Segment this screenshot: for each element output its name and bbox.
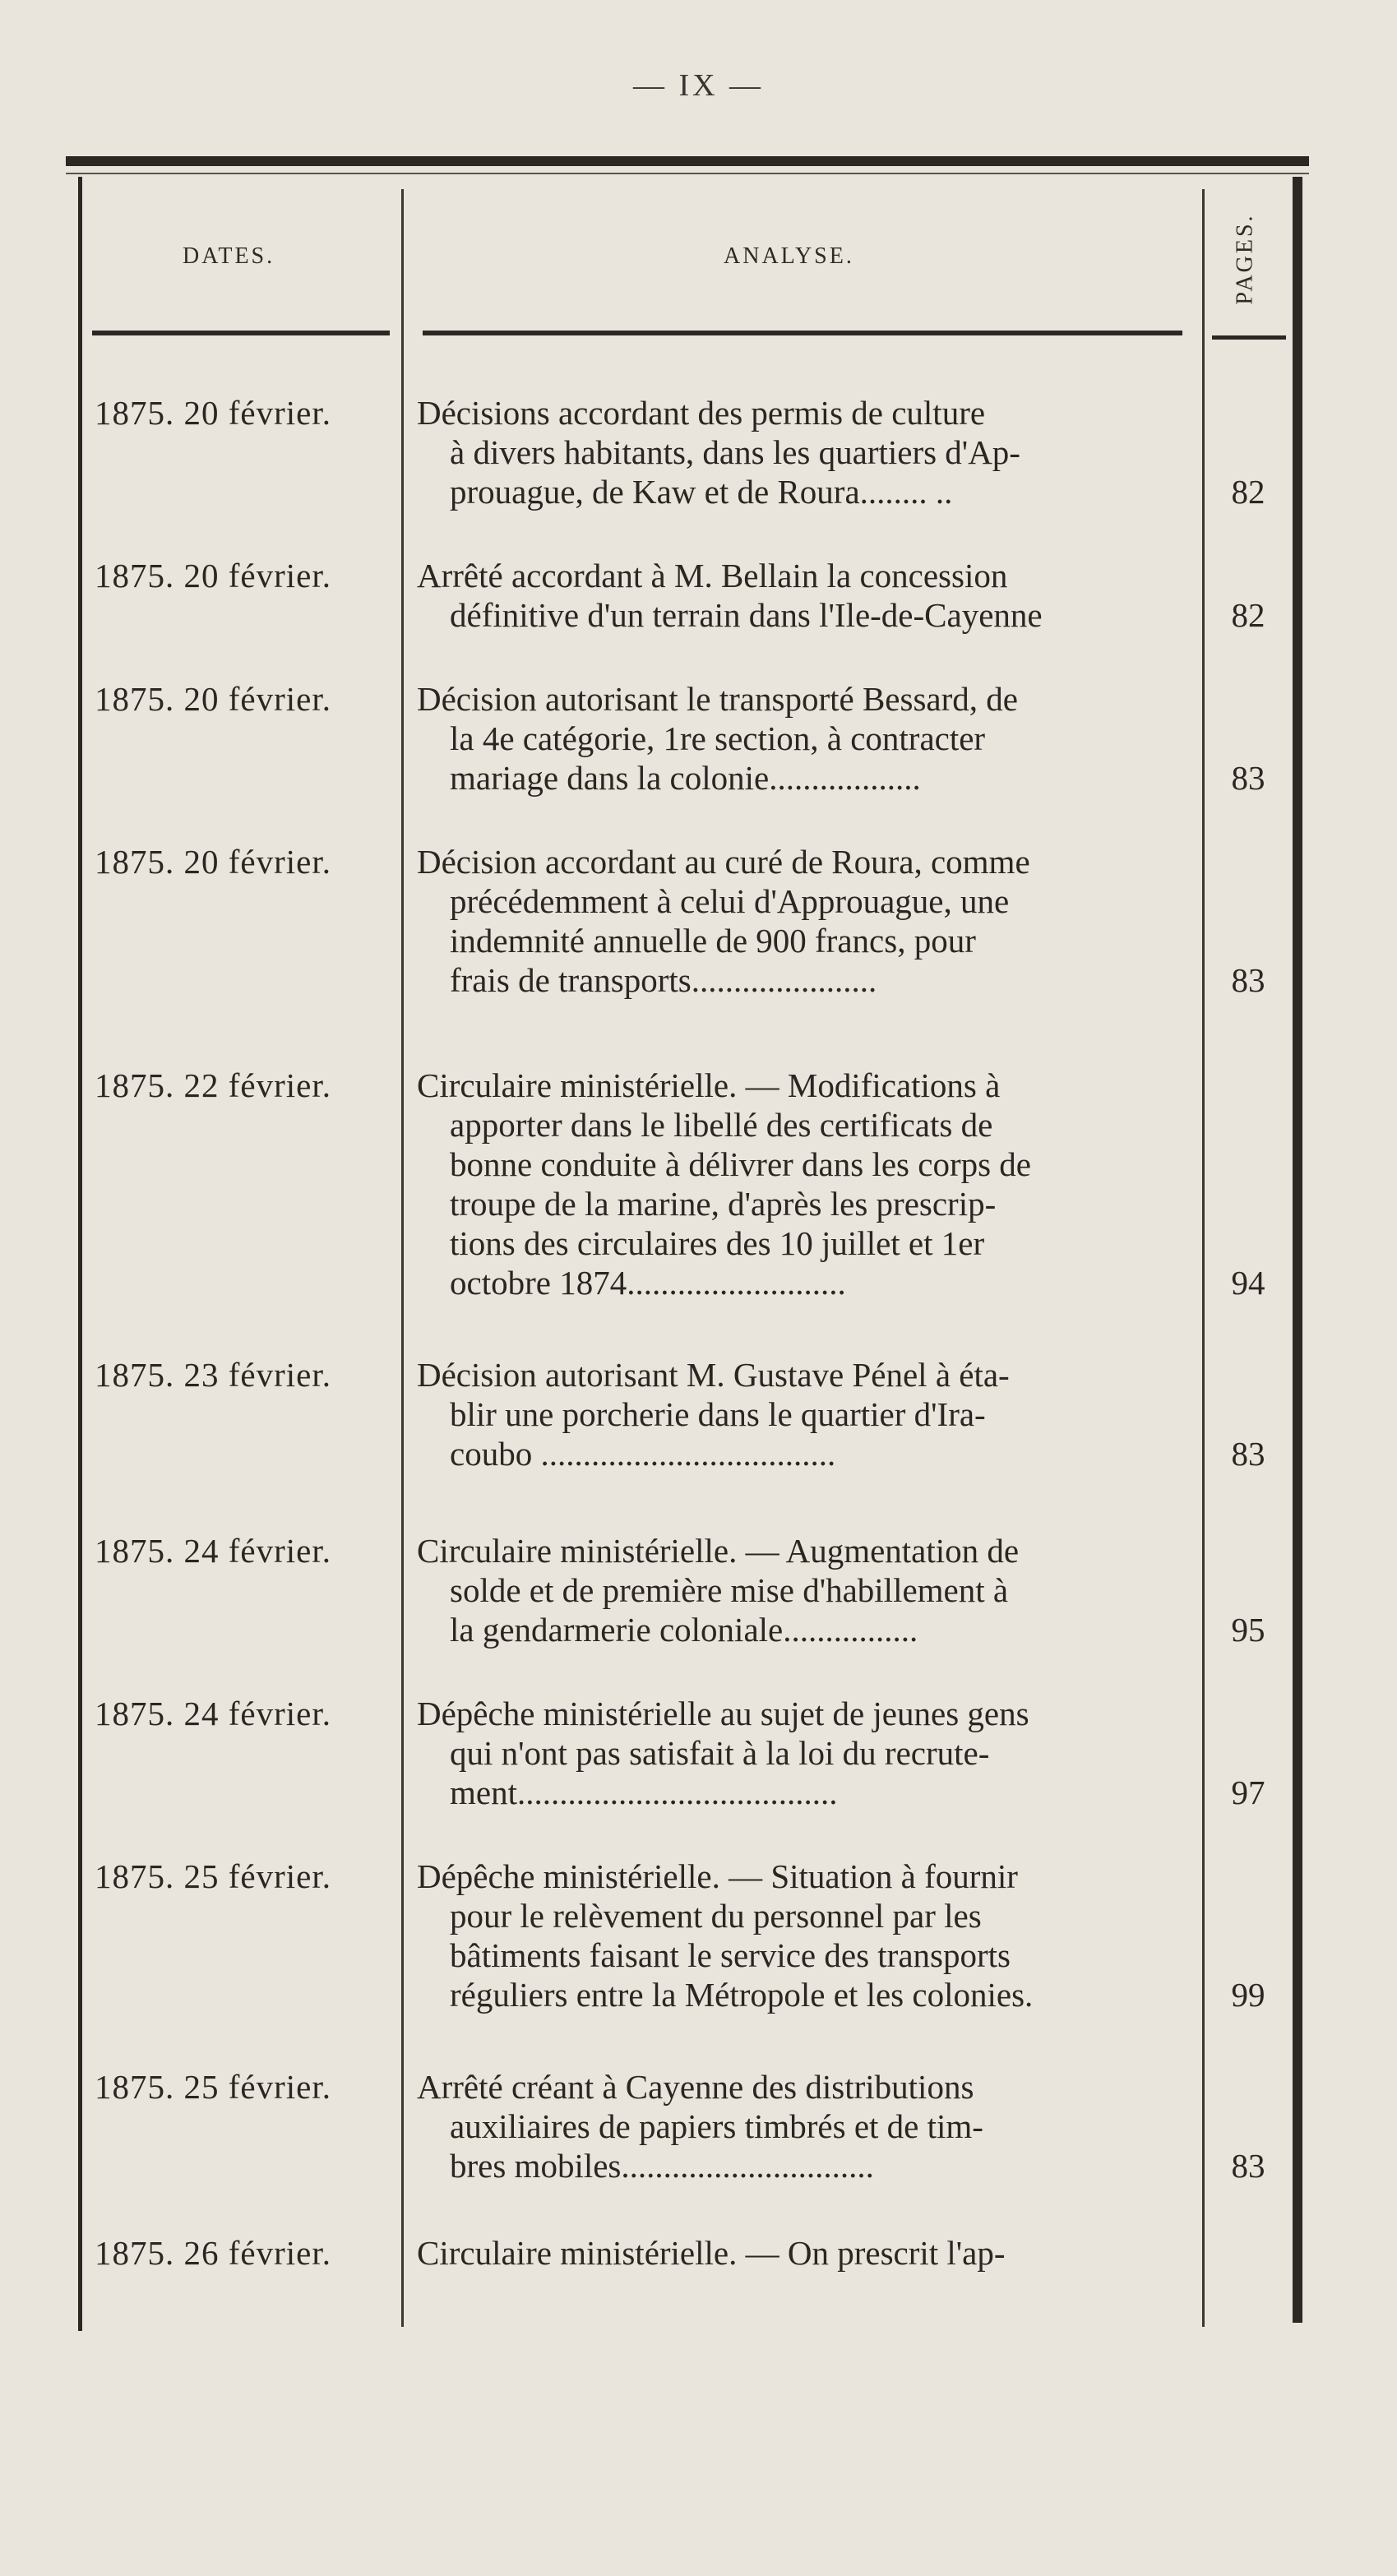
entry-analysis [417,2067,1195,2185]
entry-analysis-line: pour le relèvement du personnel par les [450,1897,982,1935]
entry-date: 1875. 20 février. [95,680,331,718]
entry-page-number: 94 [1231,1264,1265,1302]
entry-analysis-line: solde et de première mise d'habillement à [450,1571,1009,1609]
entry-analysis-line: réguliers entre la Métropole et les colonies. [450,1976,1034,2014]
column-divider-pages [1202,189,1205,2327]
entry-page-number: 83 [1231,961,1265,999]
entry-date: 1875. 20 février. [95,843,331,881]
entry-analysis-line: Circulaire ministérielle. — On prescrit l'ap- [417,2234,1006,2272]
entry-analysis [417,556,1195,635]
entry-analysis-line: précédemment à celui d'Approuague, une [450,882,1010,920]
entry-page-number: 83 [1231,2147,1265,2185]
entry-analysis-line: ment...................................... [450,1774,838,1811]
entry-page-number: 82 [1231,473,1265,511]
entry-analysis-line: Décision autorisant M. Gustave Pénel à éta- [417,1356,1010,1394]
column-header-analyse: ANALYSE. [724,243,854,269]
entry-analysis-line: qui n'ont pas satisfait à la loi du recrute- [450,1734,990,1772]
entry-date: 1875. 25 février. [95,1857,331,1895]
entry-date: 1875. 24 février. [95,1532,331,1570]
entry-analysis [417,1694,1195,1812]
entry-page-number: 83 [1231,759,1265,797]
header-rule-analyse [423,331,1182,335]
entry-analysis-line: troupe de la marine, d'après les prescrip- [450,1185,997,1223]
entry-date: 1875. 23 février. [95,1356,331,1394]
entry-analysis-line: coubo ................................... [450,1435,836,1473]
entry-analysis-line: définitive d'un terrain dans l'Ile-de-Cayenne [450,596,1043,634]
entry-analysis-line: mariage dans la colonie.................. [450,759,921,797]
entry-analysis-line: la 4e catégorie, 1re section, à contracter [450,719,986,757]
column-header-pages-cell [1209,197,1283,321]
entry-analysis-line: blir une porcherie dans le quartier d'Ira- [450,1395,986,1433]
entry-page-number: 97 [1231,1774,1265,1811]
entry-date: 1875. 20 février. [95,557,331,594]
entry-analysis [417,1857,1195,2014]
column-header-dates: DATES. [183,243,275,269]
entry-date: 1875. 24 février. [95,1695,331,1732]
entry-analysis-line: Circulaire ministérielle. — Modifications à [417,1066,1001,1104]
entry-analysis [417,1355,1195,1473]
entry-date: 1875. 26 février. [95,2234,331,2272]
entry-analysis [417,842,1195,1000]
entry-analysis-line: auxiliaires de papiers timbrés et de tim- [450,2107,983,2145]
entry-analysis-line: Dépêche ministérielle. — Situation à fournir [417,1857,1018,1895]
entry-analysis [417,1531,1195,1649]
entry-analysis-line: indemnité annuelle de 900 francs, pour [450,922,976,960]
entry-analysis [417,1066,1195,1302]
column-header-pages: PAGES. [1233,213,1258,305]
entry-analysis-line: octobre 1874.......................... [450,1264,846,1302]
entry-date: 1875. 22 février. [95,1066,331,1104]
entry-page-number: 95 [1231,1611,1265,1649]
entry-date: 1875. 25 février. [95,2068,331,2106]
column-divider-dates [401,189,404,2327]
entry-analysis-line: bâtiments faisant le service des transports [450,1936,1011,1974]
entry-analysis-line: Décision autorisant le transporté Bessard, de [417,680,1018,718]
entry-analysis-line: bres mobiles.............................. [450,2147,874,2185]
table-left-border [78,177,82,2331]
header-rule-pages [1212,335,1286,340]
entry-analysis-line: apporter dans le libellé des certificats de [450,1106,993,1144]
entry-analysis-line: Décision accordant au curé de Roura, comme [417,843,1030,881]
entry-analysis-line: Circulaire ministérielle. — Augmentation de [417,1532,1020,1570]
entry-analysis [417,2233,1195,2273]
entry-analysis-line: Décisions accordant des permis de culture [417,394,986,432]
entry-analysis-line: la gendarmerie coloniale................ [450,1611,918,1649]
entry-date: 1875. 20 février. [95,394,331,432]
entry-analysis-line: Arrêté créant à Cayenne des distributions [417,2068,974,2106]
entry-analysis [417,393,1195,511]
entry-analysis-line: prouague, de Kaw et de Roura........ .. [450,473,953,511]
entry-analysis-line: Arrêté accordant à M. Bellain la concession [417,557,1008,594]
entry-analysis-line: bonne conduite à délivrer dans les corps de [450,1145,1032,1183]
entry-analysis-line: à divers habitants, dans les quartiers d'Ap- [450,433,1020,471]
table-top-thin-rule [66,173,1309,174]
entry-analysis-line: Dépêche ministérielle au sujet de jeunes gens [417,1695,1029,1732]
page-number: — IX — [632,68,765,103]
entry-analysis [417,679,1195,798]
table-top-rule [66,156,1309,166]
entry-page-number: 99 [1231,1976,1265,2014]
entry-analysis-line: tions des circulaires des 10 juillet et 1er [450,1224,985,1262]
entry-analysis-line: frais de transports...................... [450,961,877,999]
header-rule-dates [92,331,390,335]
entry-page-number: 83 [1231,1435,1265,1473]
table-right-border [1293,177,1302,2323]
entry-page-number: 82 [1231,596,1265,634]
